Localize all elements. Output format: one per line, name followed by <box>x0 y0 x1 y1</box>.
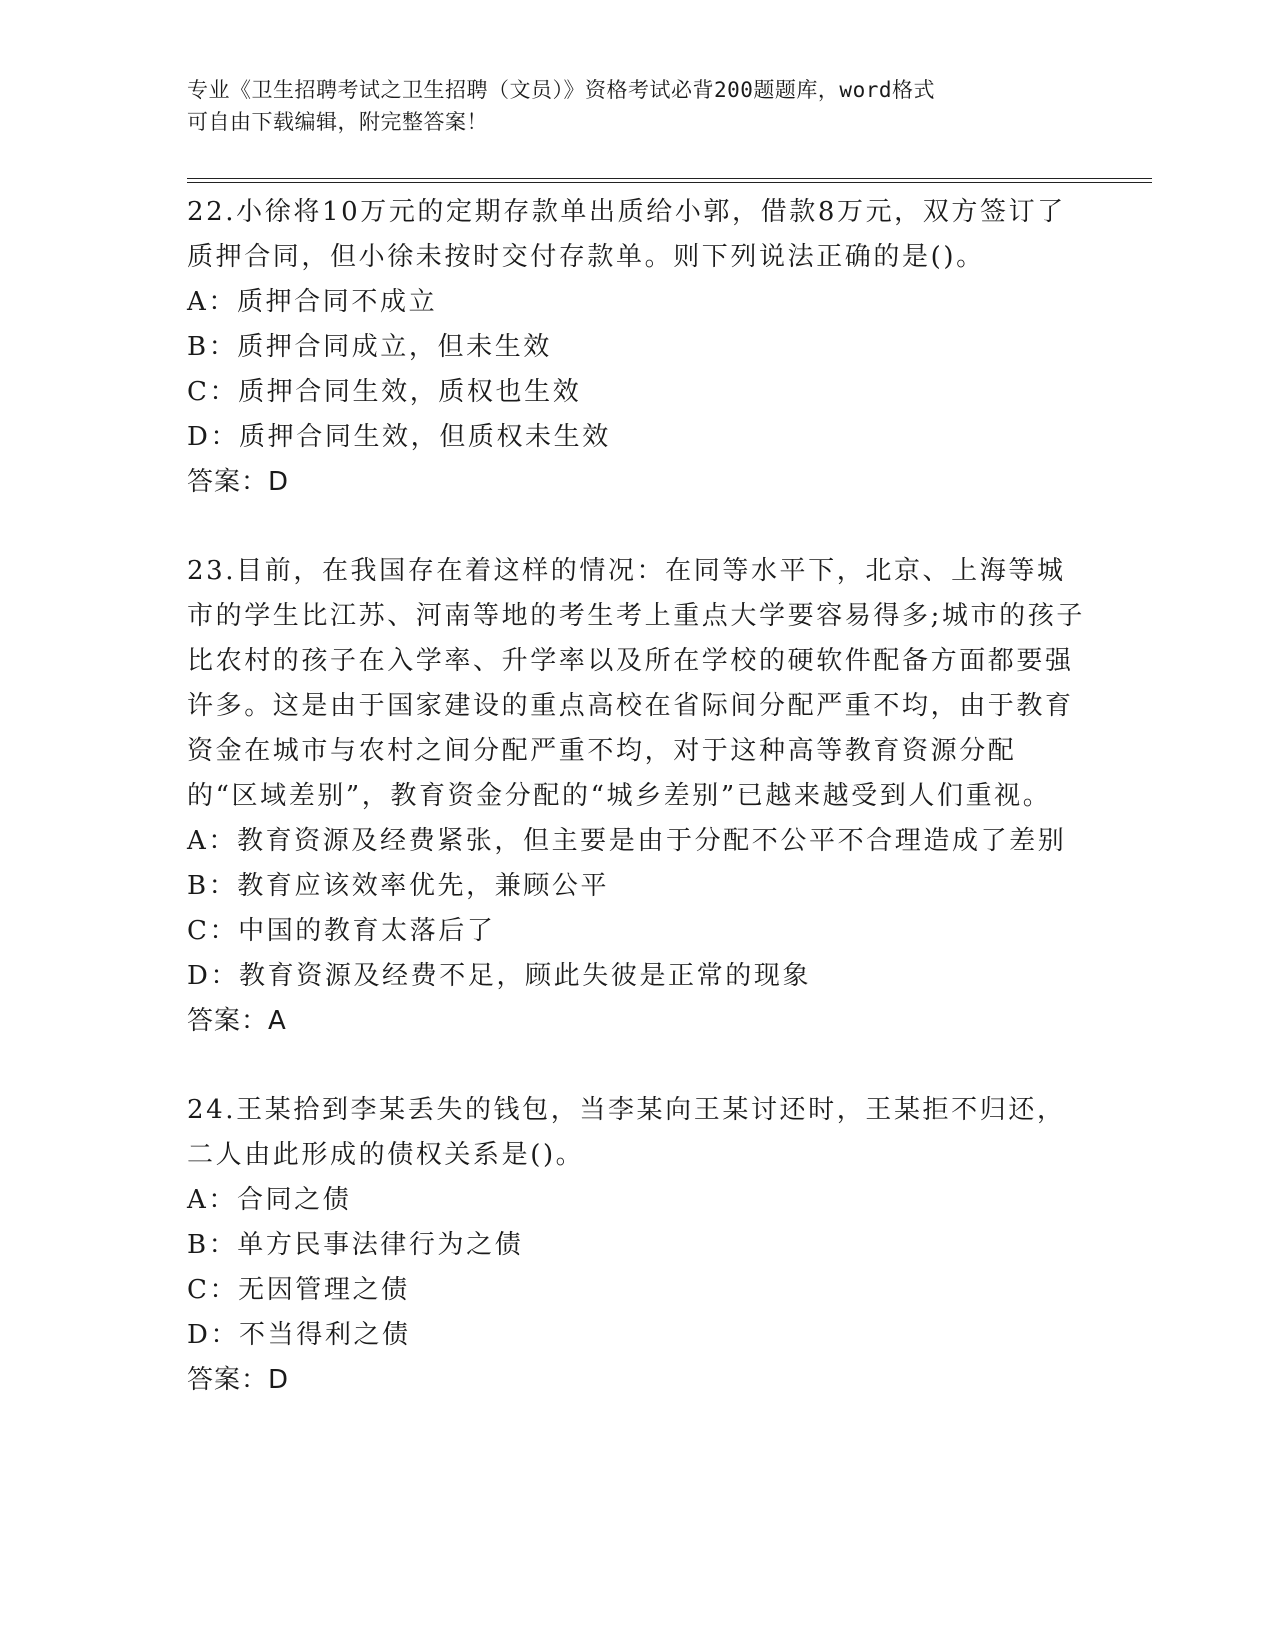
answer-line: 答案：A <box>187 1006 287 1036</box>
option-a: A：教育资源及经费紧张，但主要是由于分配不公平不合理造成了差别 <box>187 826 1067 856</box>
question-24 <box>187 1088 1087 1403</box>
header-divider-bottom <box>187 182 1152 183</box>
option-d: D：教育资源及经费不足，顾此失彼是正常的现象 <box>187 961 812 991</box>
option-a: A：质押合同不成立 <box>187 287 438 317</box>
option-b: B：教育应该效率优先，兼顾公平 <box>187 871 610 901</box>
question-list <box>187 190 1087 1447</box>
header-title-line-2: 可自由下载编辑，附完整答案！ <box>187 110 488 134</box>
option-b: B：单方民事法律行为之债 <box>187 1230 524 1260</box>
answer-line: 答案：D <box>187 1365 290 1395</box>
question-stem: 24.王某拾到李某丢失的钱包，当李某向王某讨还时，王某拒不归还，二人由此形成的债权关系是()。 <box>187 1095 1066 1170</box>
question-stem: 22.小徐将10万元的定期存款单出质给小郭，借款8万元，双方签订了质押合同，但小徐未按时交付存款单。则下列说法正确的是()。 <box>187 197 1066 272</box>
question-stem: 23.目前，在我国存在着这样的情况：在同等水平下，北京、上海等城市的学生比江苏、河南等地的考生考上重点大学要容易得多;城市的孩子比农村的孩子在入学率、升学率以及所在学校的硬软件配备方面都要强许多。这是由于国家建设的重点高校在省际间分配严重不均，由于教育资金在城市与农村之间分配严重不均，对于这种高等教育资源分配的“区域差别”，教育资金分配的“城乡差别”已越来越受到人们重视。 <box>187 556 1085 811</box>
question-22 <box>187 190 1087 505</box>
option-c: C：无因管理之债 <box>187 1275 410 1305</box>
answer-line: 答案：D <box>187 467 290 497</box>
header-title-line-1: 专业《卫生招聘考试之卫生招聘（文员）》资格考试必背200题题库，word格式 <box>187 78 935 102</box>
question-23 <box>187 549 1087 1044</box>
document-header <box>187 74 1067 138</box>
header-divider-top <box>187 178 1152 179</box>
option-a: A：合同之债 <box>187 1185 352 1215</box>
option-b: B：质押合同成立，但未生效 <box>187 332 552 362</box>
option-d: D：质押合同生效，但质权未生效 <box>187 422 611 452</box>
option-d: D：不当得利之债 <box>187 1320 411 1350</box>
option-c: C：质押合同生效，质权也生效 <box>187 377 582 407</box>
option-c: C：中国的教育太落后了 <box>187 916 496 946</box>
